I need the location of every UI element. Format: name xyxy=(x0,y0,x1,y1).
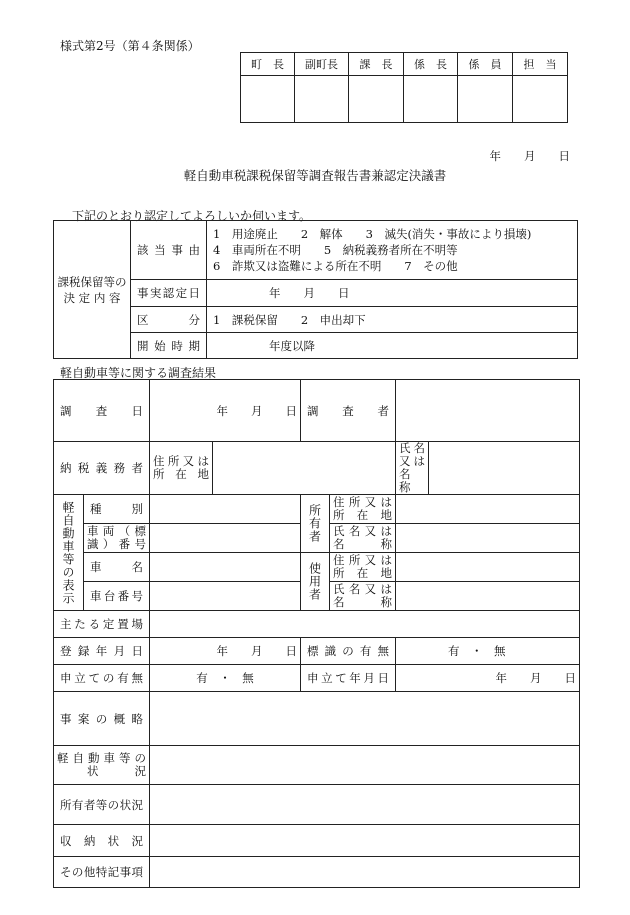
reason-label: 該当事由 xyxy=(131,221,207,280)
storage-value[interactable] xyxy=(150,611,580,638)
owner-address-line1: 住所又は xyxy=(333,495,392,509)
owner-address-label xyxy=(330,495,396,524)
approval-stamp-table xyxy=(240,52,568,123)
survey-date-value[interactable]: 年 月 日 xyxy=(150,380,301,442)
stamp-header-in-charge: 担 当 xyxy=(513,53,568,76)
plate-number-label xyxy=(84,524,150,553)
plate-presence-label: 標識の有無 xyxy=(301,638,396,665)
taxpayer-address-value[interactable] xyxy=(213,442,396,495)
owner-label: 所有者 xyxy=(301,495,330,553)
stamp-box-section-chief[interactable] xyxy=(349,76,404,123)
type-label: 種 別 xyxy=(84,495,150,524)
fact-date-label: 事実認定日 xyxy=(131,280,207,307)
stamp-box-subsection-chief[interactable] xyxy=(404,76,458,123)
plate-presence-value[interactable]: 有 ・ 無 xyxy=(396,638,580,665)
owner-name-line2: 名 称 xyxy=(333,537,392,551)
taxpayer-name-value[interactable] xyxy=(429,442,580,495)
owner-name-label xyxy=(330,524,396,553)
taxpayer-address-label xyxy=(150,442,213,495)
survey-table xyxy=(53,379,580,888)
stamp-header-staff: 係 員 xyxy=(458,53,513,76)
owner-address-value[interactable] xyxy=(396,495,580,524)
application-date-value[interactable]: 年 月 日 xyxy=(396,665,580,692)
decision-table xyxy=(53,220,578,359)
car-name-value[interactable] xyxy=(150,553,301,582)
start-label: 開始時期 xyxy=(131,333,207,359)
vehicle-group-label: 軽自動車等の表示 xyxy=(54,495,84,611)
lead-text: 下記のとおり認定してよろしいか伺います。 xyxy=(72,209,312,223)
stamp-box-staff[interactable] xyxy=(458,76,513,123)
user-name-label xyxy=(330,582,396,611)
plate-label-line2: 識）番号 xyxy=(87,537,146,551)
vehicle-status-label xyxy=(54,746,150,785)
owner-status-label: 所有者等の状況 xyxy=(54,785,150,825)
owner-address-line2: 所 在 地 xyxy=(333,508,392,522)
registration-date-value[interactable]: 年 月 日 xyxy=(150,638,301,665)
user-address-value[interactable] xyxy=(396,553,580,582)
other-notes-value[interactable] xyxy=(150,857,580,888)
decision-group-label xyxy=(54,221,131,359)
section2-title: 軽自動車等に関する調査結果 xyxy=(60,366,217,380)
user-address-line2: 所 在 地 xyxy=(333,566,392,580)
plate-number-value[interactable] xyxy=(150,524,301,553)
user-address-label xyxy=(330,553,396,582)
car-name-label: 車 名 xyxy=(84,553,150,582)
taxpayer-name-label xyxy=(396,441,434,495)
document-title: 軽自動車税課税保留等調査報告書兼認定決議書 xyxy=(183,168,447,183)
category-value[interactable]: 1 課税保留 2 申出却下 xyxy=(207,307,578,333)
collection-label: 収納状況 xyxy=(54,825,150,857)
surveyor-label: 調査者 xyxy=(301,380,396,442)
storage-label: 主たる定置場 xyxy=(54,611,150,638)
taxpayer-label: 納税義務者 xyxy=(54,442,150,495)
start-value[interactable]: 年度以降 xyxy=(207,333,578,359)
vehicle-status-line1: 軽自動車等の xyxy=(57,751,146,765)
survey-date-label: 調査日 xyxy=(54,380,150,442)
other-notes-label: その他特記事項 xyxy=(54,857,150,888)
application-value[interactable]: 有 ・ 無 xyxy=(150,665,301,692)
chassis-value[interactable] xyxy=(150,582,301,611)
stamp-box-deputy-mayor[interactable] xyxy=(295,76,349,123)
user-name-line1: 氏名又は xyxy=(333,582,392,596)
address-label-line1: 住所又は xyxy=(153,454,209,468)
form-number: 様式第2号（第４条関係） xyxy=(60,39,200,53)
plate-label-line1: 車両（標 xyxy=(87,524,146,538)
collection-value[interactable] xyxy=(150,825,580,857)
category-label: 区 分 xyxy=(131,307,207,333)
surveyor-value[interactable] xyxy=(396,380,580,442)
registration-date-label: 登録年月日 xyxy=(54,638,150,665)
reason-options[interactable] xyxy=(207,221,578,280)
address-label-line2: 所 在 地 xyxy=(153,467,209,481)
stamp-header-subsection-chief: 係 長 xyxy=(404,53,458,76)
case-summary-value[interactable] xyxy=(150,692,580,746)
user-label: 使用者 xyxy=(301,553,330,611)
vehicle-status-value[interactable] xyxy=(150,746,580,785)
owner-status-value[interactable] xyxy=(150,785,580,825)
reason-line-3: 6 詐欺又は盗難による所在不明 7 その他 xyxy=(213,259,458,273)
stamp-header-mayor: 町 長 xyxy=(241,53,295,76)
owner-name-value[interactable] xyxy=(396,524,580,553)
name-label-line1: 氏名又は xyxy=(399,441,425,468)
user-name-line2: 名 称 xyxy=(333,595,392,609)
vehicle-status-line2: 状 況 xyxy=(87,764,146,778)
fact-date-value[interactable]: 年 月 日 xyxy=(207,280,578,307)
user-name-value[interactable] xyxy=(396,582,580,611)
document-date[interactable]: 年 月 日 xyxy=(489,149,570,163)
reason-line-1: 1 用途廃止 2 解体 3 滅失(消失・事故により損壊) xyxy=(213,227,532,241)
application-date-label: 申立て年月日 xyxy=(301,665,396,692)
chassis-label: 車台番号 xyxy=(84,582,150,611)
case-summary-label: 事案の概略 xyxy=(54,692,150,746)
stamp-header-section-chief: 課 長 xyxy=(349,53,404,76)
decision-group-label-line1: 課税保留等の xyxy=(57,274,127,289)
reason-line-2: 4 車両所在不明 5 納税義務者所在不明等 xyxy=(213,243,458,257)
type-value[interactable] xyxy=(150,495,301,524)
stamp-header-deputy-mayor: 副町長 xyxy=(295,53,349,76)
owner-name-line1: 氏名又は xyxy=(333,524,392,538)
decision-group-label-line2: 決 定 内 容 xyxy=(63,290,121,305)
application-label: 申立ての有無 xyxy=(54,665,150,692)
name-label-line2: 名 称 xyxy=(399,467,434,494)
stamp-box-mayor[interactable] xyxy=(241,76,295,123)
stamp-box-in-charge[interactable] xyxy=(513,76,568,123)
user-address-line1: 住所又は xyxy=(333,553,392,567)
